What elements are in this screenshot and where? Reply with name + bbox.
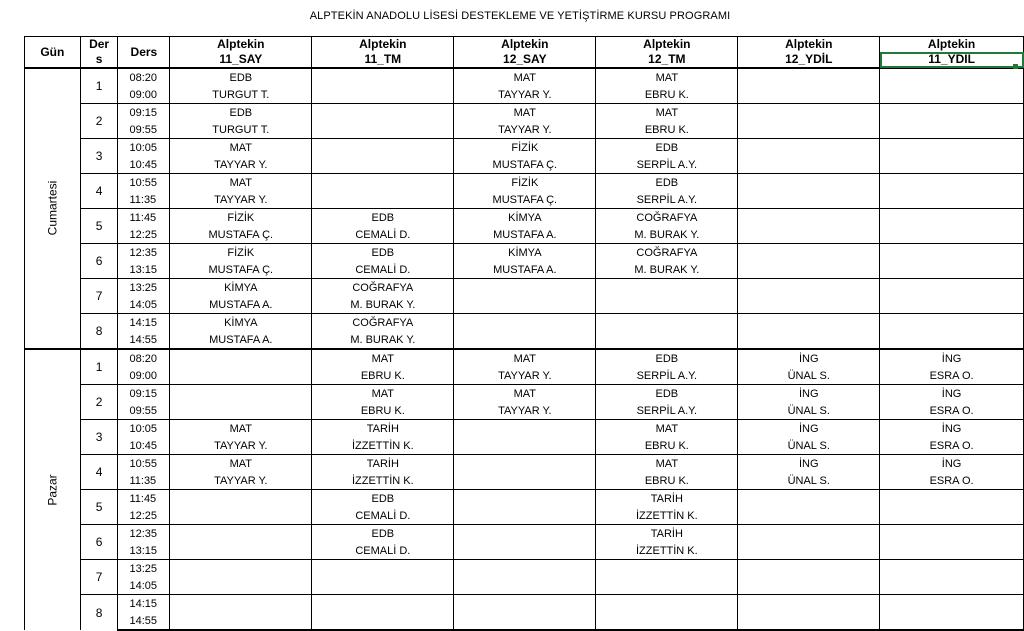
lesson-subject-cell[interactable]: [880, 174, 1024, 192]
sheet-title: ALPTEKİN ANADOLU LİSESİ DESTEKLEME VE YETİŞTİRME KURSU PROGRAMI: [309, 10, 731, 22]
lesson-teacher-cell[interactable]: CEMALİ D.: [312, 226, 454, 244]
lesson-subject-cell[interactable]: [738, 595, 880, 613]
period-start-time[interactable]: 12:35: [118, 525, 170, 543]
lesson-subject-cell[interactable]: [170, 560, 312, 578]
lesson-subject-cell[interactable]: [312, 104, 454, 122]
period-number[interactable]: 1: [80, 349, 118, 385]
lesson-teacher-cell[interactable]: [312, 191, 454, 209]
schedule-table: [24, 36, 1024, 631]
school-header-cell[interactable]: Alptekin: [738, 37, 880, 53]
lesson-teacher-cell[interactable]: [738, 612, 880, 630]
class-header-4[interactable]: 12_TM: [596, 52, 738, 68]
schedule-row: [25, 437, 1024, 455]
lesson-subject-cell[interactable]: İNG: [880, 349, 1024, 367]
period-start-time[interactable]: 10:55: [118, 455, 170, 473]
lesson-subject-cell[interactable]: [880, 595, 1024, 613]
period-start-time[interactable]: 09:15: [118, 385, 170, 403]
lesson-subject-cell[interactable]: MAT: [596, 68, 738, 86]
lesson-teacher-cell[interactable]: [738, 577, 880, 595]
schedule-row: [25, 472, 1024, 490]
lesson-teacher-cell[interactable]: [454, 331, 596, 349]
lesson-subject-cell[interactable]: [454, 560, 596, 578]
lesson-subject-cell[interactable]: MAT: [454, 349, 596, 367]
period-end-time[interactable]: 14:05: [118, 577, 170, 595]
lesson-teacher-cell[interactable]: EBRU K.: [596, 86, 738, 104]
lesson-teacher-cell[interactable]: MUSTAFA A.: [170, 331, 312, 349]
schedule-row: [25, 577, 1024, 595]
lesson-teacher-cell[interactable]: [880, 226, 1024, 244]
period-number[interactable]: 3: [80, 420, 118, 455]
lesson-subject-cell[interactable]: [738, 560, 880, 578]
period-start-time[interactable]: 14:15: [118, 595, 170, 613]
period-end-time[interactable]: 09:55: [118, 402, 170, 420]
schedule-row: [25, 226, 1024, 244]
period-end-time[interactable]: 11:35: [118, 472, 170, 490]
lesson-teacher-cell[interactable]: TAYYAR Y.: [170, 437, 312, 455]
period-number[interactable]: 8: [80, 314, 118, 350]
lesson-subject-cell[interactable]: İNG: [880, 420, 1024, 438]
lesson-teacher-cell[interactable]: SERPİL A.Y.: [596, 402, 738, 420]
school-header-cell[interactable]: Alptekin: [596, 37, 738, 53]
lesson-subject-cell[interactable]: [738, 104, 880, 122]
period-start-time[interactable]: 08:20: [118, 68, 170, 86]
lesson-subject-cell[interactable]: [738, 490, 880, 508]
lesson-teacher-cell[interactable]: ÜNAL S.: [738, 437, 880, 455]
period-end-time[interactable]: 14:55: [118, 612, 170, 630]
schedule-row: [25, 612, 1024, 630]
period-end-time[interactable]: 14:55: [118, 331, 170, 349]
schedule-row: [25, 121, 1024, 139]
period-start-time[interactable]: 10:05: [118, 139, 170, 157]
lesson-subject-cell[interactable]: EDB: [312, 209, 454, 227]
schedule-row: [25, 68, 1024, 86]
day-label: Pazar: [45, 473, 60, 506]
period-end-time[interactable]: 09:00: [118, 367, 170, 385]
schedule-row: [25, 279, 1024, 297]
lesson-teacher-cell[interactable]: [454, 296, 596, 314]
lesson-teacher-cell[interactable]: [312, 612, 454, 630]
lesson-subject-cell[interactable]: [170, 349, 312, 367]
lesson-subject-cell[interactable]: İNG: [738, 349, 880, 367]
period-start-time[interactable]: 08:20: [118, 349, 170, 367]
lesson-teacher-cell[interactable]: ÜNAL S.: [738, 402, 880, 420]
lesson-subject-cell[interactable]: KİMYA: [454, 244, 596, 262]
lesson-teacher-cell[interactable]: M. BURAK Y.: [312, 331, 454, 349]
lesson-subject-cell[interactable]: EDB: [596, 139, 738, 157]
lesson-teacher-cell[interactable]: TAYYAR Y.: [170, 191, 312, 209]
lesson-teacher-cell[interactable]: ESRA O.: [880, 437, 1024, 455]
lesson-teacher-cell[interactable]: SERPİL A.Y.: [596, 367, 738, 385]
lesson-teacher-cell[interactable]: ESRA O.: [880, 367, 1024, 385]
lesson-teacher-cell[interactable]: [880, 156, 1024, 174]
lesson-subject-cell[interactable]: [596, 314, 738, 332]
class-header-6[interactable]: 11_YDİL: [880, 52, 1024, 68]
lesson-teacher-cell[interactable]: [738, 331, 880, 349]
lesson-subject-cell[interactable]: [454, 595, 596, 613]
lesson-subject-cell[interactable]: KİMYA: [170, 279, 312, 297]
lesson-subject-cell[interactable]: [880, 209, 1024, 227]
lesson-subject-cell[interactable]: [170, 525, 312, 543]
period-end-time[interactable]: 13:15: [118, 261, 170, 279]
lesson-teacher-cell[interactable]: [170, 612, 312, 630]
lesson-teacher-cell[interactable]: [454, 507, 596, 525]
lesson-subject-cell[interactable]: COĞRAFYA: [312, 279, 454, 297]
lesson-teacher-cell[interactable]: [312, 86, 454, 104]
lesson-teacher-cell[interactable]: MUSTAFA Ç.: [454, 191, 596, 209]
school-header-cell[interactable]: Alptekin: [170, 37, 312, 53]
schedule-row: [25, 349, 1024, 367]
ders-header[interactable]: Ders: [118, 37, 170, 69]
lesson-teacher-cell[interactable]: [170, 577, 312, 595]
lesson-subject-cell[interactable]: [454, 314, 596, 332]
lesson-teacher-cell[interactable]: EBRU K.: [596, 472, 738, 490]
lesson-teacher-cell[interactable]: TAYYAR Y.: [170, 472, 312, 490]
ders-no-header[interactable]: Der: [80, 37, 118, 53]
lesson-subject-cell[interactable]: [312, 174, 454, 192]
lesson-teacher-cell[interactable]: M. BURAK Y.: [596, 226, 738, 244]
period-number[interactable]: 4: [80, 455, 118, 490]
period-end-time[interactable]: 14:05: [118, 296, 170, 314]
lesson-subject-cell[interactable]: [880, 244, 1024, 262]
class-header-1[interactable]: 11_SAY: [170, 52, 312, 68]
lesson-subject-cell[interactable]: [880, 139, 1024, 157]
lesson-teacher-cell[interactable]: CEMALİ D.: [312, 542, 454, 560]
period-number[interactable]: 2: [80, 385, 118, 420]
lesson-subject-cell[interactable]: KİMYA: [170, 314, 312, 332]
schedule-row: [25, 104, 1024, 122]
lesson-teacher-cell[interactable]: ÜNAL S.: [738, 367, 880, 385]
lesson-teacher-cell[interactable]: [170, 367, 312, 385]
period-number[interactable]: 1: [80, 68, 118, 104]
lesson-teacher-cell[interactable]: [454, 577, 596, 595]
lesson-teacher-cell[interactable]: TAYYAR Y.: [454, 86, 596, 104]
lesson-subject-cell[interactable]: [454, 525, 596, 543]
lesson-subject-cell[interactable]: EDB: [312, 525, 454, 543]
lesson-subject-cell[interactable]: TARİH: [596, 525, 738, 543]
lesson-subject-cell[interactable]: MAT: [596, 420, 738, 438]
lesson-teacher-cell[interactable]: [880, 612, 1024, 630]
schedule-row: [25, 542, 1024, 560]
period-start-time[interactable]: 13:25: [118, 279, 170, 297]
lesson-teacher-cell[interactable]: M. BURAK Y.: [312, 296, 454, 314]
class-header-5[interactable]: 12_YDİL: [738, 52, 880, 68]
school-header-cell[interactable]: Alptekin: [880, 37, 1024, 53]
school-header-cell[interactable]: Alptekin: [312, 37, 454, 53]
lesson-teacher-cell[interactable]: [596, 331, 738, 349]
period-start-time[interactable]: 11:45: [118, 209, 170, 227]
lesson-subject-cell[interactable]: FİZİK: [170, 209, 312, 227]
period-start-time[interactable]: 12:35: [118, 244, 170, 262]
lesson-teacher-cell[interactable]: TAYYAR Y.: [454, 367, 596, 385]
schedule-row: [25, 367, 1024, 385]
schedule-row: [25, 560, 1024, 578]
period-start-time[interactable]: 09:15: [118, 104, 170, 122]
schedule-row: [25, 331, 1024, 349]
lesson-teacher-cell[interactable]: [312, 156, 454, 174]
period-number[interactable]: 4: [80, 174, 118, 209]
lesson-teacher-cell[interactable]: ESRA O.: [880, 402, 1024, 420]
lesson-teacher-cell[interactable]: CEMALİ D.: [312, 507, 454, 525]
lesson-subject-cell[interactable]: EDB: [596, 349, 738, 367]
lesson-teacher-cell[interactable]: [596, 577, 738, 595]
lesson-subject-cell[interactable]: [170, 490, 312, 508]
period-start-time[interactable]: 10:55: [118, 174, 170, 192]
lesson-subject-cell[interactable]: [454, 490, 596, 508]
lesson-subject-cell[interactable]: [880, 314, 1024, 332]
lesson-subject-cell[interactable]: [738, 209, 880, 227]
schedule-row: [25, 86, 1024, 104]
period-end-time[interactable]: 09:55: [118, 121, 170, 139]
lesson-teacher-cell[interactable]: İZZETTİN K.: [596, 507, 738, 525]
schedule-row: [25, 261, 1024, 279]
lesson-subject-cell[interactable]: EDB: [312, 490, 454, 508]
lesson-subject-cell[interactable]: EDB: [596, 174, 738, 192]
schedule-row: [25, 244, 1024, 262]
lesson-teacher-cell[interactable]: [738, 507, 880, 525]
schedule-row: [25, 191, 1024, 209]
schedule-row: [25, 595, 1024, 613]
schedule-row: [25, 296, 1024, 314]
lesson-teacher-cell[interactable]: TURGUT T.: [170, 86, 312, 104]
lesson-teacher-cell[interactable]: [880, 191, 1024, 209]
lesson-teacher-cell[interactable]: TAYYAR Y.: [454, 402, 596, 420]
period-end-time[interactable]: 09:00: [118, 86, 170, 104]
lesson-subject-cell[interactable]: [738, 314, 880, 332]
lesson-subject-cell[interactable]: MAT: [596, 104, 738, 122]
lesson-teacher-cell[interactable]: [738, 226, 880, 244]
lesson-teacher-cell[interactable]: EBRU K.: [596, 121, 738, 139]
lesson-teacher-cell[interactable]: [312, 577, 454, 595]
lesson-teacher-cell[interactable]: [738, 296, 880, 314]
lesson-teacher-cell[interactable]: EBRU K.: [596, 437, 738, 455]
lesson-subject-cell[interactable]: EDB: [312, 244, 454, 262]
lesson-teacher-cell[interactable]: [170, 402, 312, 420]
lesson-teacher-cell[interactable]: CEMALİ D.: [312, 261, 454, 279]
period-number[interactable]: 7: [80, 560, 118, 595]
schedule-row: [25, 174, 1024, 192]
lesson-teacher-cell[interactable]: [738, 156, 880, 174]
lesson-subject-cell[interactable]: FİZİK: [170, 244, 312, 262]
lesson-teacher-cell[interactable]: [596, 296, 738, 314]
schedule-row: [25, 420, 1024, 438]
gun-header[interactable]: Gün: [25, 37, 81, 69]
lesson-subject-cell[interactable]: [454, 455, 596, 473]
lesson-teacher-cell[interactable]: [880, 121, 1024, 139]
lesson-subject-cell[interactable]: COĞRAFYA: [312, 314, 454, 332]
schedule-row: [25, 525, 1024, 543]
lesson-teacher-cell[interactable]: [312, 121, 454, 139]
lesson-subject-cell[interactable]: MAT: [596, 455, 738, 473]
class-header-3[interactable]: 12_SAY: [454, 52, 596, 68]
lesson-subject-cell[interactable]: [880, 525, 1024, 543]
period-end-time[interactable]: 12:25: [118, 507, 170, 525]
lesson-teacher-cell[interactable]: [170, 507, 312, 525]
lesson-subject-cell[interactable]: MAT: [312, 385, 454, 403]
schedule-row: [25, 139, 1024, 157]
lesson-subject-cell[interactable]: İNG: [880, 385, 1024, 403]
lesson-subject-cell[interactable]: [454, 279, 596, 297]
lesson-teacher-cell[interactable]: [880, 507, 1024, 525]
lesson-subject-cell[interactable]: [596, 279, 738, 297]
day-cell-pazar[interactable]: [25, 349, 81, 630]
lesson-teacher-cell[interactable]: TAYYAR Y.: [170, 156, 312, 174]
lesson-teacher-cell[interactable]: [738, 86, 880, 104]
lesson-teacher-cell[interactable]: [170, 542, 312, 560]
lesson-teacher-cell[interactable]: EBRU K.: [312, 402, 454, 420]
period-number[interactable]: 5: [80, 209, 118, 244]
lesson-teacher-cell[interactable]: MUSTAFA Ç.: [170, 261, 312, 279]
period-start-time[interactable]: 13:25: [118, 560, 170, 578]
lesson-subject-cell[interactable]: [880, 490, 1024, 508]
lesson-subject-cell[interactable]: MAT: [312, 349, 454, 367]
lesson-subject-cell[interactable]: İNG: [738, 420, 880, 438]
lesson-subject-cell[interactable]: MAT: [454, 68, 596, 86]
lesson-subject-cell[interactable]: FİZİK: [454, 139, 596, 157]
lesson-subject-cell[interactable]: EDB: [170, 104, 312, 122]
selection-fill-handle[interactable]: [1013, 64, 1018, 69]
lesson-teacher-cell[interactable]: [454, 437, 596, 455]
lesson-subject-cell[interactable]: [312, 68, 454, 86]
lesson-teacher-cell[interactable]: [738, 542, 880, 560]
period-number[interactable]: 2: [80, 104, 118, 139]
lesson-subject-cell[interactable]: [170, 385, 312, 403]
lesson-subject-cell[interactable]: MAT: [170, 139, 312, 157]
schedule-row: [25, 455, 1024, 473]
day-label: Cumartesi: [45, 180, 60, 236]
lesson-subject-cell[interactable]: [312, 560, 454, 578]
lesson-subject-cell[interactable]: [880, 68, 1024, 86]
schedule-row: [25, 156, 1024, 174]
lesson-subject-cell[interactable]: MAT: [454, 104, 596, 122]
ders-no-header-suffix[interactable]: s: [80, 52, 118, 68]
lesson-teacher-cell[interactable]: İZZETTİN K.: [312, 472, 454, 490]
school-header-cell[interactable]: Alptekin: [454, 37, 596, 53]
lesson-subject-cell[interactable]: [738, 139, 880, 157]
lesson-teacher-cell[interactable]: SERPİL A.Y.: [596, 191, 738, 209]
period-number[interactable]: 7: [80, 279, 118, 314]
lesson-teacher-cell[interactable]: SERPİL A.Y.: [596, 156, 738, 174]
lesson-subject-cell[interactable]: COĞRAFYA: [596, 244, 738, 262]
schedule-row: [25, 314, 1024, 332]
lesson-teacher-cell[interactable]: İZZETTİN K.: [312, 437, 454, 455]
lesson-subject-cell[interactable]: [738, 68, 880, 86]
lesson-subject-cell[interactable]: MAT: [454, 385, 596, 403]
period-end-time[interactable]: 10:45: [118, 156, 170, 174]
lesson-teacher-cell[interactable]: [880, 296, 1024, 314]
lesson-teacher-cell[interactable]: [454, 612, 596, 630]
lesson-teacher-cell[interactable]: [738, 261, 880, 279]
lesson-subject-cell[interactable]: COĞRAFYA: [596, 209, 738, 227]
lesson-subject-cell[interactable]: [312, 139, 454, 157]
lesson-teacher-cell[interactable]: MUSTAFA A.: [170, 296, 312, 314]
lesson-subject-cell[interactable]: [880, 279, 1024, 297]
lesson-subject-cell[interactable]: [880, 104, 1024, 122]
period-end-time[interactable]: 10:45: [118, 437, 170, 455]
schedule-row: [25, 385, 1024, 403]
lesson-subject-cell[interactable]: İNG: [738, 455, 880, 473]
lesson-subject-cell[interactable]: [880, 560, 1024, 578]
lesson-subject-cell[interactable]: [738, 244, 880, 262]
lesson-subject-cell[interactable]: [738, 174, 880, 192]
period-end-time[interactable]: 13:15: [118, 542, 170, 560]
lesson-subject-cell[interactable]: İNG: [738, 385, 880, 403]
lesson-teacher-cell[interactable]: İZZETTİN K.: [596, 542, 738, 560]
lesson-teacher-cell[interactable]: [880, 261, 1024, 279]
lesson-teacher-cell[interactable]: EBRU K.: [312, 367, 454, 385]
lesson-subject-cell[interactable]: [596, 560, 738, 578]
lesson-teacher-cell[interactable]: [738, 191, 880, 209]
lesson-subject-cell[interactable]: EDB: [596, 385, 738, 403]
lesson-teacher-cell[interactable]: MUSTAFA A.: [454, 226, 596, 244]
lesson-teacher-cell[interactable]: MUSTAFA Ç.: [170, 226, 312, 244]
lesson-subject-cell[interactable]: [738, 279, 880, 297]
lesson-subject-cell[interactable]: MAT: [170, 455, 312, 473]
lesson-subject-cell[interactable]: MAT: [170, 420, 312, 438]
period-end-time[interactable]: 11:35: [118, 191, 170, 209]
schedule-row: [25, 209, 1024, 227]
period-start-time[interactable]: 14:15: [118, 314, 170, 332]
lesson-teacher-cell[interactable]: ÜNAL S.: [738, 472, 880, 490]
lesson-teacher-cell[interactable]: [454, 542, 596, 560]
lesson-subject-cell[interactable]: TARİH: [312, 420, 454, 438]
lesson-teacher-cell[interactable]: MUSTAFA Ç.: [454, 156, 596, 174]
lesson-subject-cell[interactable]: [738, 525, 880, 543]
lesson-teacher-cell[interactable]: [880, 86, 1024, 104]
lesson-subject-cell[interactable]: TARİH: [596, 490, 738, 508]
lesson-teacher-cell[interactable]: ESRA O.: [880, 472, 1024, 490]
lesson-teacher-cell[interactable]: [880, 331, 1024, 349]
lesson-subject-cell[interactable]: TARİH: [312, 455, 454, 473]
period-number[interactable]: 6: [80, 525, 118, 560]
schedule-row: [25, 490, 1024, 508]
class-header-2[interactable]: 11_TM: [312, 52, 454, 68]
lesson-teacher-cell[interactable]: [738, 121, 880, 139]
lesson-teacher-cell[interactable]: [596, 612, 738, 630]
lesson-teacher-cell[interactable]: M. BURAK Y.: [596, 261, 738, 279]
lesson-teacher-cell[interactable]: TAYYAR Y.: [454, 121, 596, 139]
lesson-teacher-cell[interactable]: TURGUT T.: [170, 121, 312, 139]
lesson-subject-cell[interactable]: [454, 420, 596, 438]
schedule-row: [25, 507, 1024, 525]
lesson-subject-cell[interactable]: [170, 595, 312, 613]
schedule-row: [25, 402, 1024, 420]
lesson-teacher-cell[interactable]: MUSTAFA A.: [454, 261, 596, 279]
period-number[interactable]: 3: [80, 139, 118, 174]
lesson-subject-cell[interactable]: FİZİK: [454, 174, 596, 192]
lesson-subject-cell[interactable]: [596, 595, 738, 613]
period-end-time[interactable]: 12:25: [118, 226, 170, 244]
lesson-subject-cell[interactable]: İNG: [880, 455, 1024, 473]
period-start-time[interactable]: 11:45: [118, 490, 170, 508]
lesson-subject-cell[interactable]: EDB: [170, 68, 312, 86]
lesson-teacher-cell[interactable]: [880, 542, 1024, 560]
day-cell-cumartesi[interactable]: [25, 68, 81, 349]
period-number[interactable]: 5: [80, 490, 118, 525]
lesson-teacher-cell[interactable]: [454, 472, 596, 490]
lesson-subject-cell[interactable]: MAT: [170, 174, 312, 192]
period-number[interactable]: 6: [80, 244, 118, 279]
lesson-subject-cell[interactable]: [312, 595, 454, 613]
lesson-subject-cell[interactable]: KİMYA: [454, 209, 596, 227]
period-start-time[interactable]: 10:05: [118, 420, 170, 438]
period-number[interactable]: 8: [80, 595, 118, 631]
lesson-teacher-cell[interactable]: [880, 577, 1024, 595]
